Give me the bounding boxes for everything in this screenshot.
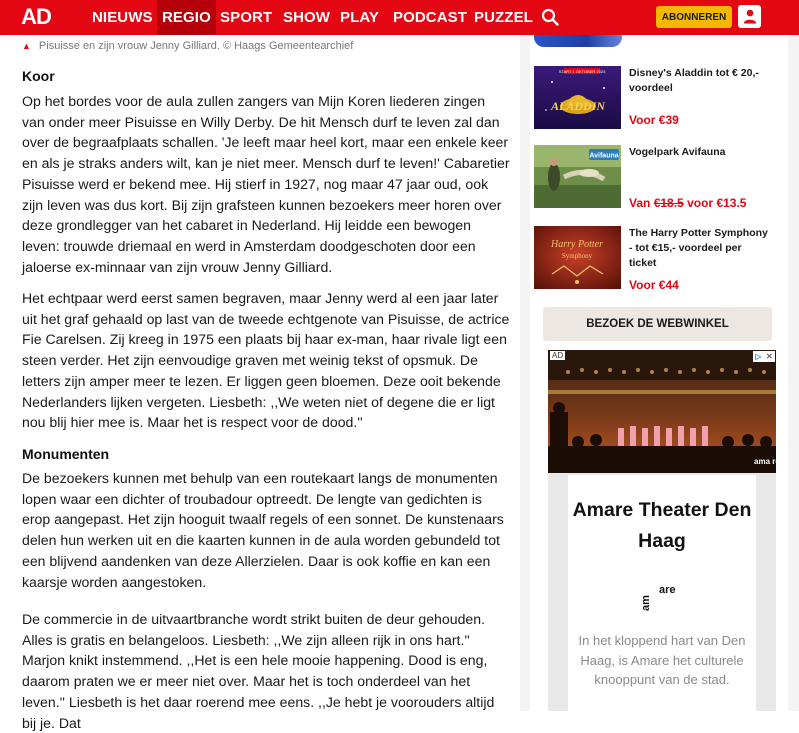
section-heading-koor: Koor: [22, 68, 55, 84]
svg-text:are: are: [659, 584, 676, 596]
svg-text:Symphony: Symphony: [561, 252, 593, 260]
article-paragraph: De bezoekers kunnen met behulp van een routekaart langs de monumenten lopen waar een dichter of troubadour optreedt. De lengte van gedichten is erop aangepast. Het zijn hooguit twaalf regels of een sonnet. De kunstenaars delen hun werken uit en die kaarten kunnen in de aula worden gebundeld tot een blijvend aandenken van deze Allerzielen. Daar is ook koffie en kan een kaarsje worden aangestoken.: [22, 470, 504, 590]
shop-product-aladdin[interactable]: [534, 66, 784, 132]
product-title: The Harry Potter Symphony - tot €15,- voordeel per ticket: [629, 227, 768, 269]
user-icon: [743, 9, 757, 24]
image-caption-text: Pisuisse en zijn vrouw Jenny Gilliard. © Haags Gemeentearchief: [38, 40, 354, 52]
ad-description: In het kloppend hart van Den Haag, is Amare het culturele knooppunt van de stad.: [578, 633, 746, 687]
amare-logo: [640, 579, 685, 613]
shop-product-avifauna[interactable]: [534, 145, 784, 211]
sidebar: [520, 35, 799, 711]
svg-text:Harry Potter: Harry Potter: [551, 239, 603, 250]
article-paragraph: Het echtpaar werd eerst samen begraven, maar Jenny werd al een jaar later uit het graf gehaald op last van de tweede echtgenote van Pisuisse, de actrice Fie Carelsen. Zij kreeg in 1975 een plaats bij haar ex-man, haar rivale ligt een steen verder. Het zijn eenvoudige graven met weinig tekst of opsmuk. De letters zijn amper meer te lezen. Er liggen geen bloemen. Deze ooit bekende Nederlanders lijken vergeten. Liesbeth: ,,We weten niet of degene die er ligt nou blij hier mee is. Maar het is respect voor de dood.'': [22, 290, 510, 431]
image-caption: [22, 40, 353, 52]
top-navigation-bar: [0, 0, 799, 35]
caption-triangle-icon: ▲: [22, 41, 31, 51]
svg-text:START 1 OKTOBER 2023: START 1 OKTOBER 2023: [558, 69, 606, 74]
ad-card: [568, 475, 756, 715]
product-title: Disney's Aladdin tot € 20,- voordeel: [629, 67, 759, 94]
search-icon[interactable]: [541, 8, 559, 26]
product-price: Voor €44: [629, 278, 679, 292]
nav-item-puzzel[interactable]: PUZZEL: [474, 9, 533, 26]
section-heading-monumenten: Monumenten: [22, 446, 110, 462]
nav-item-play[interactable]: PLAY: [340, 9, 380, 26]
article-paragraph: Op het bordes voor de aula zullen zangers van Mijn Koren liederen zingen van onder meer Pisuisse en Willy Derby. De hit Mensch durf te leven zal dan over de begraafplaats schallen. 'Je leeft maar heel kort, maar een enkele keer en als je straks anders wilt, kan je niet meer. Mensch durf te leven!' Cabaretier Pisuisse werd er bekend mee. Hij stierf in 1927, nog maar 47 jaar oud, ook zijn leven was dus kort. Bij zijn grafsteen kunnen bezoekers meer horen over deze grondlegger van het cabaret in Nederland. Hij leidde een bewogen leven: trouwde driemaal en werd in Amsterdam doodgeschoten door een jaloerse ex-minnaar van zijn vrouw Jenny Gilliard.: [22, 93, 510, 275]
ad-label: AD: [552, 351, 564, 360]
product-thumbnail: [534, 66, 621, 129]
product-price: Voor €39: [629, 113, 679, 127]
ad-logo[interactable]: AD: [21, 4, 51, 29]
svg-text:ALADDIN: ALADDIN: [550, 99, 606, 113]
shop-product-harry-potter[interactable]: [534, 226, 784, 292]
product-thumbnail: [534, 226, 621, 289]
adchoices-icon[interactable]: ▷ ✕: [753, 351, 775, 362]
sidebar-content: [530, 35, 788, 711]
ad-title: Amare Theater Den Haag: [572, 499, 752, 552]
article-body: [0, 35, 520, 731]
nav-item-nieuws[interactable]: NIEUWS: [92, 9, 153, 26]
product-price: Van €18.5 voor €13.5: [629, 196, 747, 210]
svg-text:ama re: ama re: [754, 457, 780, 466]
product-thumbnail: [534, 145, 621, 208]
ad-theater-photo: [548, 350, 780, 473]
nav-item-podcast[interactable]: PODCAST: [393, 9, 468, 26]
article-paragraph: De commercie in de uitvaartbranche wordt strikt buiten de deur gehouden. Alles is gratis en belangeloos. Liesbeth: ,,We zijn alleen rijk in ons hart.'' Marjon knikt instemmend. ,,Het is een hele mooie happening. Dood is eng, daarom praten we er meer niet over. Maar het is toch onderdeel van het leven.'' Liesbeth is het daar roerend mee eens. ,,Je hebt je voorouders altijd bij je. Dat: [22, 611, 495, 731]
user-account-button[interactable]: [738, 5, 761, 28]
nav-item-regio[interactable]: REGIO: [157, 0, 216, 35]
product-thumbnail-partial[interactable]: [534, 35, 622, 47]
subscribe-button[interactable]: ABONNEREN: [656, 6, 732, 28]
svg-text:am: am: [640, 595, 652, 611]
svg-text:Avifauna: Avifauna: [589, 152, 619, 160]
nav-item-sport[interactable]: SPORT: [220, 9, 273, 26]
product-title: Vogelpark Avifauna: [629, 146, 726, 158]
nav-item-show[interactable]: SHOW: [283, 9, 331, 26]
advertisement[interactable]: [548, 350, 780, 711]
visit-webshop-button[interactable]: BEZOEK DE WEBWINKEL: [543, 307, 772, 341]
